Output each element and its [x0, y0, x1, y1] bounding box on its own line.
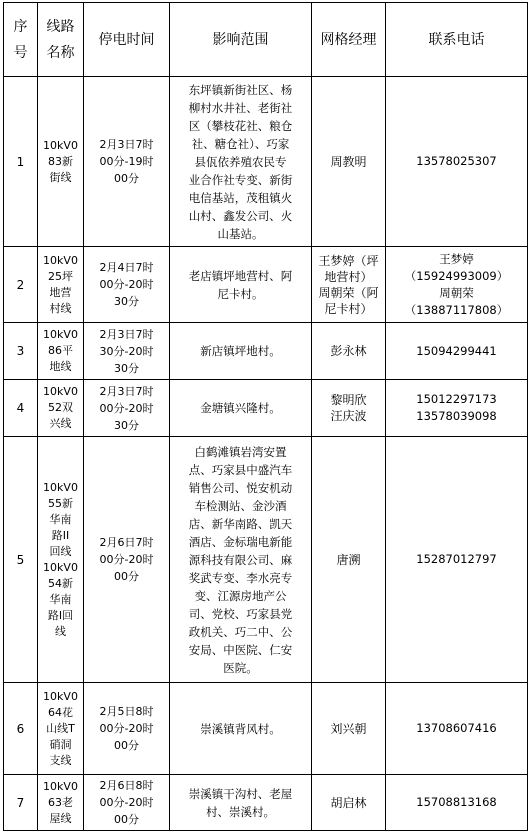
cell-area: 崇溪镇干沟村、老屋 村、崇溪村。	[170, 775, 312, 831]
cell-time: 2月4日7时 00分-20时 30分	[84, 247, 170, 323]
cell-time: 2月3日7时 30分-20时 30分	[84, 323, 170, 380]
header-line: 线路 名称	[38, 3, 84, 77]
cell-manager: 胡启林	[312, 775, 386, 831]
cell-phone: 15708813168	[386, 775, 528, 831]
cell-phone: 13578025307	[386, 77, 528, 247]
table-row	[4, 775, 528, 831]
cell-phone: 王梦婷 （15924993009） 周朝荣 （13887117808）	[386, 247, 528, 323]
cell-phone: 13708607416	[386, 683, 528, 775]
table-header-row	[4, 3, 528, 77]
cell-area: 白鹤滩镇岩湾安置 点、巧家县中盛汽车 销售公司、悦安机动 车检测站、金沙酒 店、新华南路、凯天 酒店、金标瑞电新能 源科技有限公司、麻 奖武专变、李水亮专 变、江源房地产公 司、党校、巧家县党 政机关、巧二中、公 安局、中医院、仁安 医院。	[170, 437, 312, 683]
cell-area: 老店镇坪地营村、阿 尼卡村。	[170, 247, 312, 323]
cell-phone: 15094299441	[386, 323, 528, 380]
cell-line: 10kV0 52双 兴线	[38, 380, 84, 437]
cell-line: 10kV0 83新 街线	[38, 77, 84, 247]
cell-manager: 唐溯	[312, 437, 386, 683]
cell-line: 10kV0 86平 地线	[38, 323, 84, 380]
header-no: 序 号	[4, 3, 38, 77]
cell-no: 5	[4, 437, 38, 683]
cell-time: 2月6日7时 00分-20时 00分	[84, 437, 170, 683]
table-row	[4, 77, 528, 247]
table-row	[4, 437, 528, 683]
cell-manager: 王梦婷（坪 地营村） 周朝荣（阿 尼卡村）	[312, 247, 386, 323]
cell-time: 2月3日7时 00分-20时 30分	[84, 380, 170, 437]
cell-time: 2月6日8时 00分-20时 00分	[84, 775, 170, 831]
cell-area: 新店镇坪地村。	[170, 323, 312, 380]
cell-manager: 彭永林	[312, 323, 386, 380]
cell-no: 2	[4, 247, 38, 323]
cell-area: 金塘镇兴隆村。	[170, 380, 312, 437]
cell-manager: 黎明欣 汪庆波	[312, 380, 386, 437]
header-manager: 网格经理	[312, 3, 386, 77]
table-row	[4, 247, 528, 323]
cell-no: 7	[4, 775, 38, 831]
cell-line: 10kV0 25坪 地营 村线	[38, 247, 84, 323]
cell-phone: 15287012797	[386, 437, 528, 683]
cell-manager: 周教明	[312, 77, 386, 247]
cell-phone: 15012297173 13578039098	[386, 380, 528, 437]
header-area: 影响范围	[170, 3, 312, 77]
cell-time: 2月5日8时 00分-20时 00分	[84, 683, 170, 775]
table-row	[4, 380, 528, 437]
header-phone: 联系电话	[386, 3, 528, 77]
cell-area: 东坪镇新街社区、杨 柳村水井社、老街社 区（攀枝花社、粮仓 社、糖仓社）、巧家 县佤依养殖农民专 业合作社专变、新街 电信基站，茂租镇火 山村、鑫发公司、火 山基站。	[170, 77, 312, 247]
power-outage-table	[3, 2, 528, 831]
cell-area: 崇溪镇背风村。	[170, 683, 312, 775]
cell-no: 1	[4, 77, 38, 247]
cell-no: 3	[4, 323, 38, 380]
cell-no: 4	[4, 380, 38, 437]
table-row	[4, 683, 528, 775]
cell-line: 10kV0 63老 屋线	[38, 775, 84, 831]
cell-line: 10kV0 55新 华南 路II 回线 10kV0 54新 华南 路I回 线	[38, 437, 84, 683]
cell-no: 6	[4, 683, 38, 775]
header-time: 停电时间	[84, 3, 170, 77]
cell-manager: 刘兴朝	[312, 683, 386, 775]
cell-time: 2月3日7时 00分-19时 00分	[84, 77, 170, 247]
table-row	[4, 323, 528, 380]
cell-line: 10kV0 64花 山线T 硝洞 支线	[38, 683, 84, 775]
